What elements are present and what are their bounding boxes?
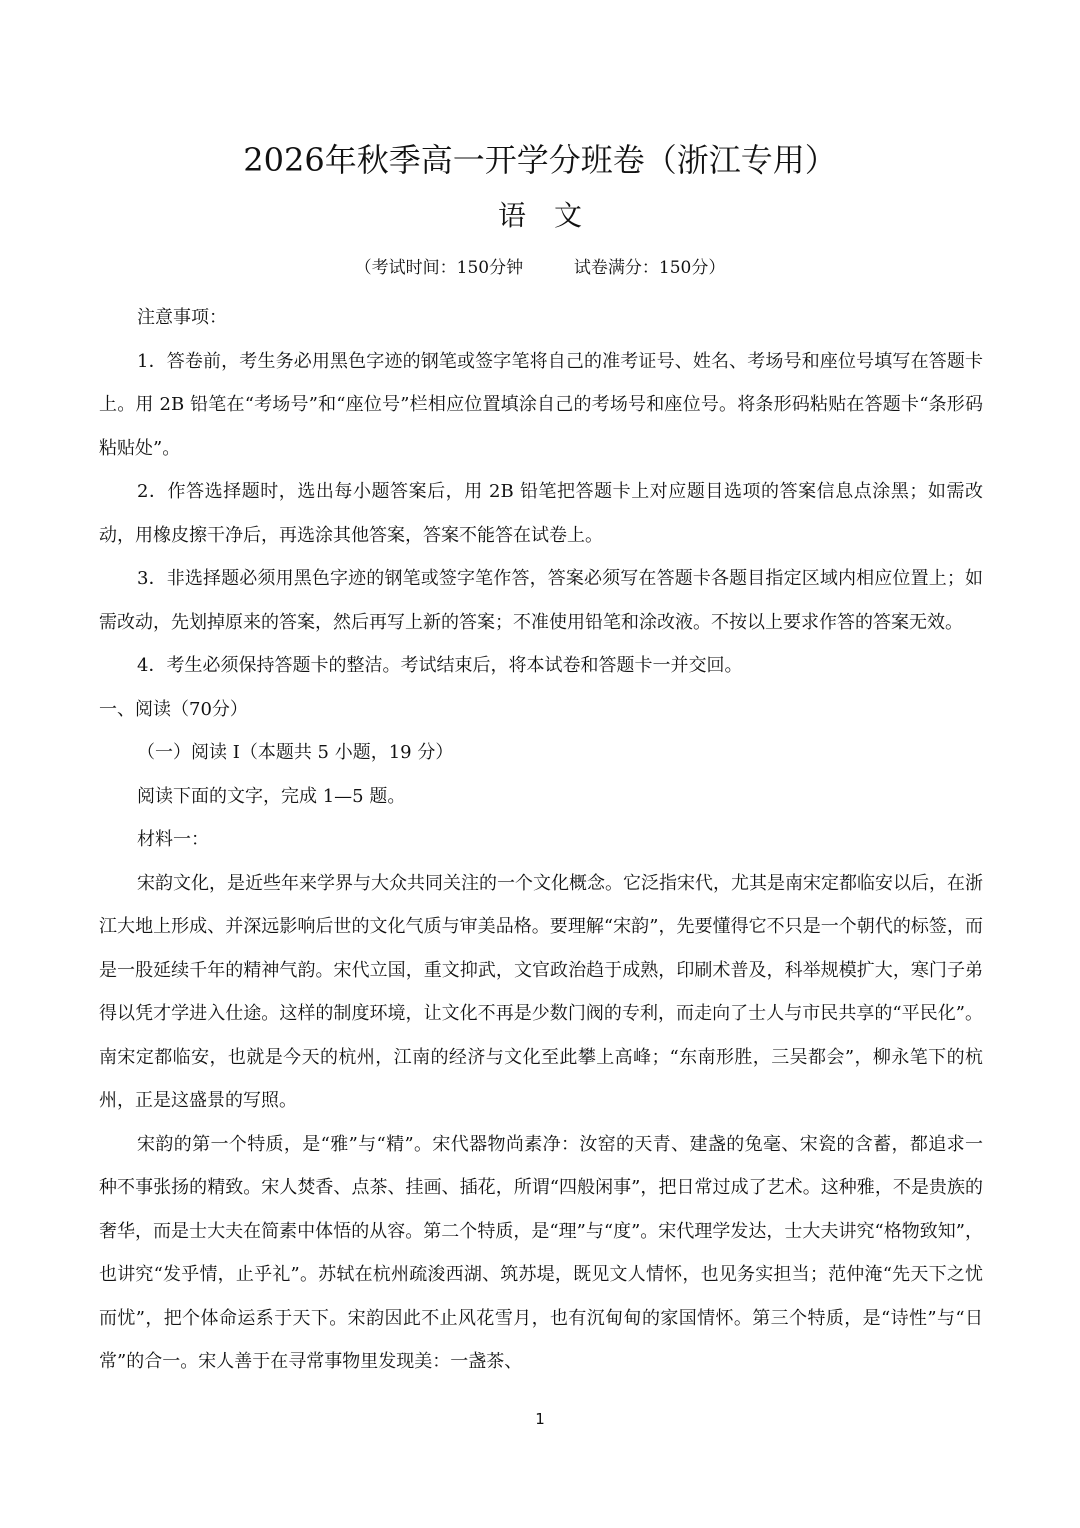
material-label: 材料一： [137,829,209,850]
notice-item-3: 3．非选择题必须用黑色字迹的钢笔或签字笔作答，答案必须写在答题卡各题目指定区域内相应位置上；如需改动，先划掉原来的答案，然后再写上新的答案；不准使用铅笔和涂改液。不按以上要求作答的答案无效。 [99,568,983,633]
material-paragraph-1: 宋韵文化，是近些年来学界与大众共同关注的一个文化概念。它泛指宋代，尤其是南宋定都临安以后，在浙江大地上形成、并深远影响后世的文化气质与审美品格。要理解“宋韵”，先要懂得它不只是一个朝代的标签，而是一股延续千年的精神气韵。宋代立国，重文抑武，文官政治趋于成熟，印刷术普及，科举规模扩大，寒门子弟得以凭才学进入仕途。这样的制度环境，让文化不再是少数门阀的专利，而走向了士人与市民共享的“平民化”。南宋定都临安，也就是今天的杭州，江南的经济与文化至此攀上高峰；“东南形胜，三吴都会”，柳永笔下的杭州，正是这盛景的写照。 [99,872,983,1111]
notice-item-1: 1．答卷前，考生务必用黑色字迹的钢笔或签字笔将自己的准考证号、姓名、考场号和座位号填写在答题卡上。用 2B 铅笔在“考场号”和“座位号”栏相应位置填涂自己的考场号和座位号。将条形码粘贴在答题卡“条形码粘贴处”。 [99,350,983,459]
reading-instruction: 阅读下面的文字，完成 1—5 题。 [137,785,406,807]
notice-item-4: 4．考生必须保持答题卡的整洁。考试结束后，将本试卷和答题卡一并交回。 [137,655,743,676]
subject-title: 语文 [497,199,610,232]
page-title: 2026年秋季高一开学分班卷（浙江专用） [243,141,837,179]
exam-time: （考试时间：150分钟 [354,258,524,278]
section-subheading: （一）阅读 I（本题共 5 小题，19 分） [137,742,454,763]
exam-body [99,296,983,1384]
full-score: 试卷满分：150分） [573,258,726,278]
section-heading: 一、阅读（70分） [99,698,248,720]
exam-meta [0,254,1080,282]
page-number: 1 [535,1410,545,1428]
notice-item-2: 2．作答选择题时，选出每小题答案后，用 2B 铅笔把答题卡上对应题目选项的答案信息点涂黑；如需改动，用橡皮擦干净后，再选涂其他答案，答案不能答在试卷上。 [99,481,983,546]
material-paragraph-2: 宋韵的第一个特质，是“雅”与“精”。宋代器物尚素净：汝窑的天青、建盏的兔毫、宋瓷的含蓄，都追求一种不事张扬的精致。宋人焚香、点茶、挂画、插花，所谓“四般闲事”，把日常过成了艺术。这种雅，不是贵族的奢华，而是士大夫在简素中体悟的从容。第二个特质，是“理”与“度”。宋代理学发达，士大夫讲究“格物致知”，也讲究“发乎情，止乎礼”。苏轼在杭州疏浚西湖、筑苏堤，既见文人情怀，也见务实担当；范仲淹“先天下之忧而忧”，把个体命运系于天下。宋韵因此不止风花雪月，也有沉甸甸的家国情怀。第三个特质，是“诗性”与“日常”的合一。宋人善于在寻常事物里发现美：一盏茶、 [99,1133,983,1372]
notice-heading: 注意事项： [137,307,227,328]
